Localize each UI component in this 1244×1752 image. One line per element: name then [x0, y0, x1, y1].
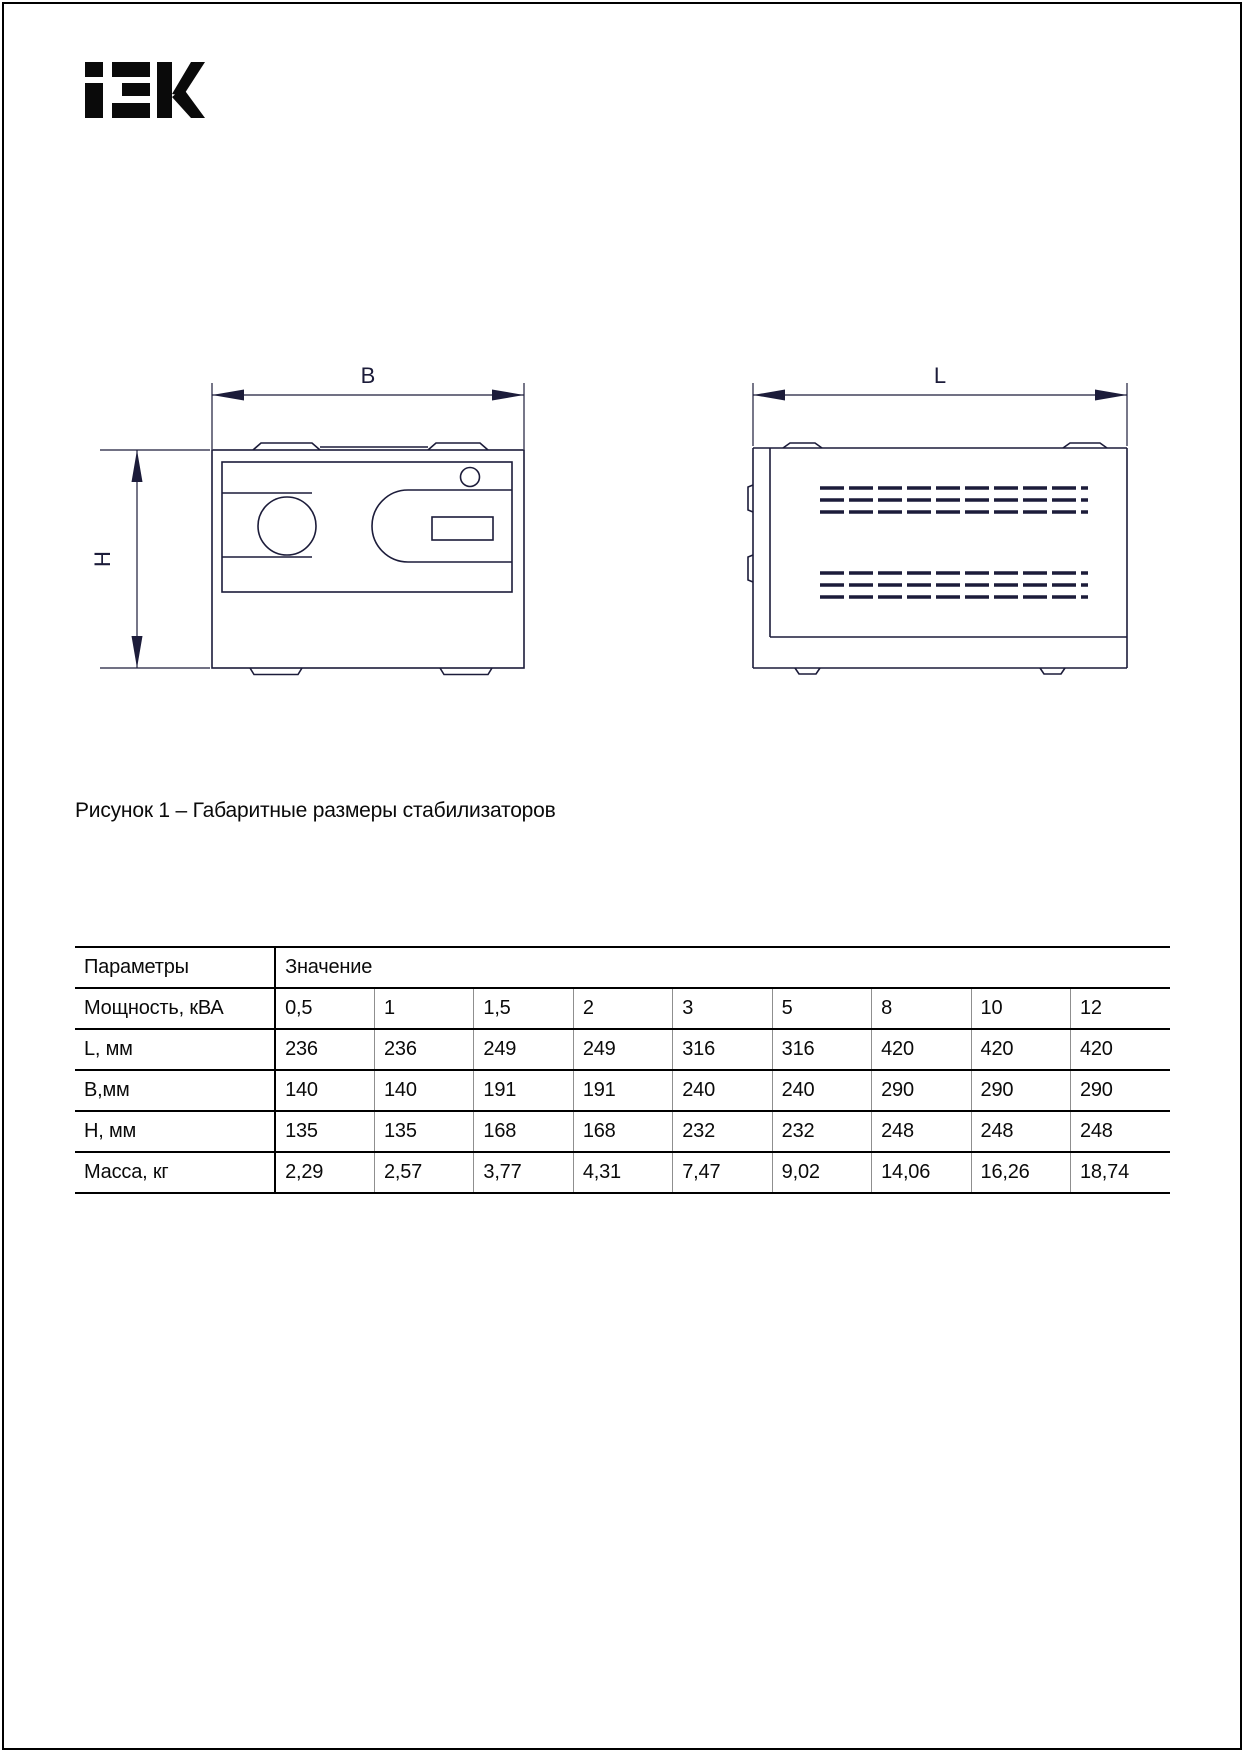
front-view-dimensions [100, 383, 524, 668]
table-cell: 2,29 [275, 1152, 374, 1193]
table-cell: 4,31 [573, 1152, 672, 1193]
table-cell: 168 [573, 1111, 672, 1152]
table-cell: 290 [1070, 1070, 1170, 1111]
front-indicator-circle [461, 468, 480, 487]
width-dimension-label: B [360, 363, 376, 388]
table-cell: 135 [275, 1111, 374, 1152]
table-cell: 8 [872, 988, 971, 1029]
table-cell: 2 [573, 988, 672, 1029]
table-cell: 9,02 [772, 1152, 871, 1193]
row-label: L, мм [75, 1029, 275, 1070]
dimensions-table [75, 946, 1170, 1194]
table-cell: 232 [673, 1111, 772, 1152]
table-cell: 316 [673, 1029, 772, 1070]
row-label: Масса, кг [75, 1152, 275, 1193]
table-cell: 16,26 [971, 1152, 1070, 1193]
front-dimension-arrows [132, 390, 525, 669]
table-cell: 18,74 [1070, 1152, 1170, 1193]
table-cell: 10 [971, 988, 1070, 1029]
table-cell: 1 [374, 988, 473, 1029]
front-display-cutout [372, 490, 512, 562]
table-cell: 240 [772, 1070, 871, 1111]
table-cell: 290 [971, 1070, 1070, 1111]
table-cell: 191 [573, 1070, 672, 1111]
table-cell: 135 [374, 1111, 473, 1152]
row-label: Мощность, кВА [75, 988, 275, 1029]
table-cell: 7,47 [673, 1152, 772, 1193]
table-cell: 316 [772, 1029, 871, 1070]
table-row-power [75, 988, 1170, 1029]
table-cell: 249 [474, 1029, 573, 1070]
header-cell-value: Значение [275, 947, 1170, 988]
table-cell: 236 [374, 1029, 473, 1070]
table-row-mass [75, 1152, 1170, 1193]
front-view-drawing [212, 443, 524, 675]
row-label: В,мм [75, 1070, 275, 1111]
front-display-window [432, 517, 493, 540]
side-view-dimensions [753, 383, 1127, 446]
height-dimension-label: H [90, 551, 115, 567]
side-view-drawing [748, 443, 1127, 674]
figure-caption: Рисунок 1 – Габаритные размеры стабилизаторов [75, 799, 556, 822]
table-cell: 140 [374, 1070, 473, 1111]
table-row-height [75, 1111, 1170, 1152]
row-label: Н, мм [75, 1111, 275, 1152]
table-cell: 248 [1070, 1111, 1170, 1152]
table-row-length [75, 1029, 1170, 1070]
ventilation-slots [820, 488, 1088, 597]
table-cell: 3 [673, 988, 772, 1029]
table-cell: 1,5 [474, 988, 573, 1029]
table-cell: 248 [971, 1111, 1070, 1152]
table-cell: 420 [872, 1029, 971, 1070]
table-cell: 248 [872, 1111, 971, 1152]
table-cell: 249 [573, 1029, 672, 1070]
table-cell: 420 [1070, 1029, 1170, 1070]
table-cell: 0,5 [275, 988, 374, 1029]
table-cell: 2,57 [374, 1152, 473, 1193]
header-cell-parameters: Параметры [75, 947, 275, 988]
table-cell: 14,06 [872, 1152, 971, 1193]
length-dimension-label: L [933, 363, 947, 388]
table-cell: 232 [772, 1111, 871, 1152]
table-cell: 240 [673, 1070, 772, 1111]
table-cell: 140 [275, 1070, 374, 1111]
table-cell: 12 [1070, 988, 1170, 1029]
table-row-width [75, 1070, 1170, 1111]
table-cell: 290 [872, 1070, 971, 1111]
front-knob-circle [258, 497, 316, 555]
table-cell: 3,77 [474, 1152, 573, 1193]
table-cell: 191 [474, 1070, 573, 1111]
table-cell: 168 [474, 1111, 573, 1152]
table-cell: 5 [772, 988, 871, 1029]
table-cell: 420 [971, 1029, 1070, 1070]
table-header-row [75, 947, 1170, 988]
table-cell: 236 [275, 1029, 374, 1070]
